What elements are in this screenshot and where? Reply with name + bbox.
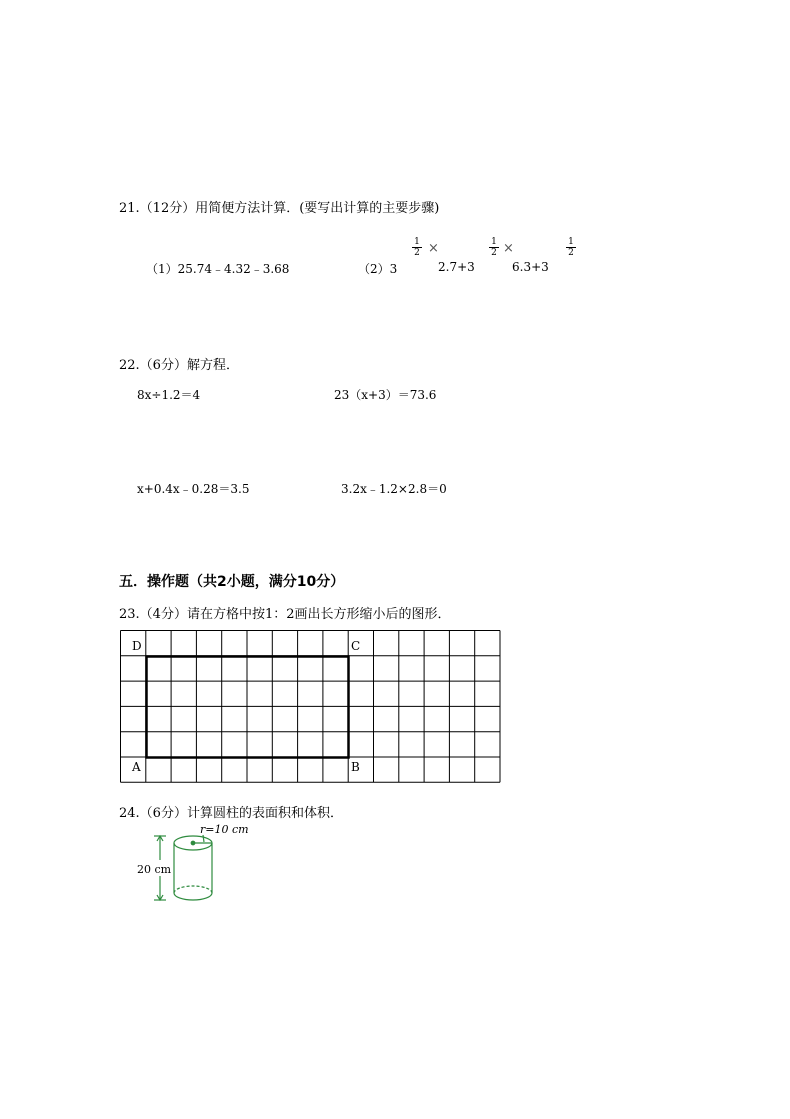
q21-part2-term2: 6.3+3 <box>512 260 549 274</box>
q21-part2-term1: 2.7+3 <box>438 260 475 274</box>
q21-part1: （1）25.74﹣4.32﹣3.68 <box>146 262 290 276</box>
grid-label-c: C <box>351 639 361 653</box>
q22-equation-4: 3.2x﹣1.2×2.8＝0 <box>341 482 447 496</box>
times-sign-2: × <box>503 241 514 256</box>
q22-title: 22.（6分）解方程． <box>119 358 239 373</box>
grid-label-d: D <box>132 639 142 653</box>
fraction-half-2: 1 2 <box>489 238 499 257</box>
q21-title: 21.（12分）用简便方法计算．(要写出计算的主要步骤) <box>119 201 440 216</box>
fraction-half-3: 1 2 <box>566 238 576 257</box>
cylinder-height-label: 20 cm <box>137 863 172 876</box>
q22-equation-3: x+0.4x﹣0.28＝3.5 <box>137 482 250 496</box>
q22-equation-2: 23（x+3）＝73.6 <box>334 388 437 402</box>
grid-label-a: A <box>132 760 141 774</box>
grid-label-b: B <box>351 760 360 774</box>
q24-title: 24.（6分）计算圆柱的表面积和体积． <box>119 806 343 821</box>
fraction-half-1: 1 2 <box>412 238 422 257</box>
q23-title: 23.（4分）请在方格中按1：2画出长方形缩小后的图形． <box>119 607 451 622</box>
cylinder-radius-label: r=10 cm <box>200 823 249 836</box>
q21-part2-prefix: （2）3 <box>358 262 398 276</box>
square-grid <box>120 630 503 787</box>
times-sign-1: × <box>428 241 439 256</box>
section-5-title: 五．操作题（共2小题，满分10分） <box>119 574 345 590</box>
q22-equation-1: 8x÷1.2＝4 <box>137 388 201 402</box>
